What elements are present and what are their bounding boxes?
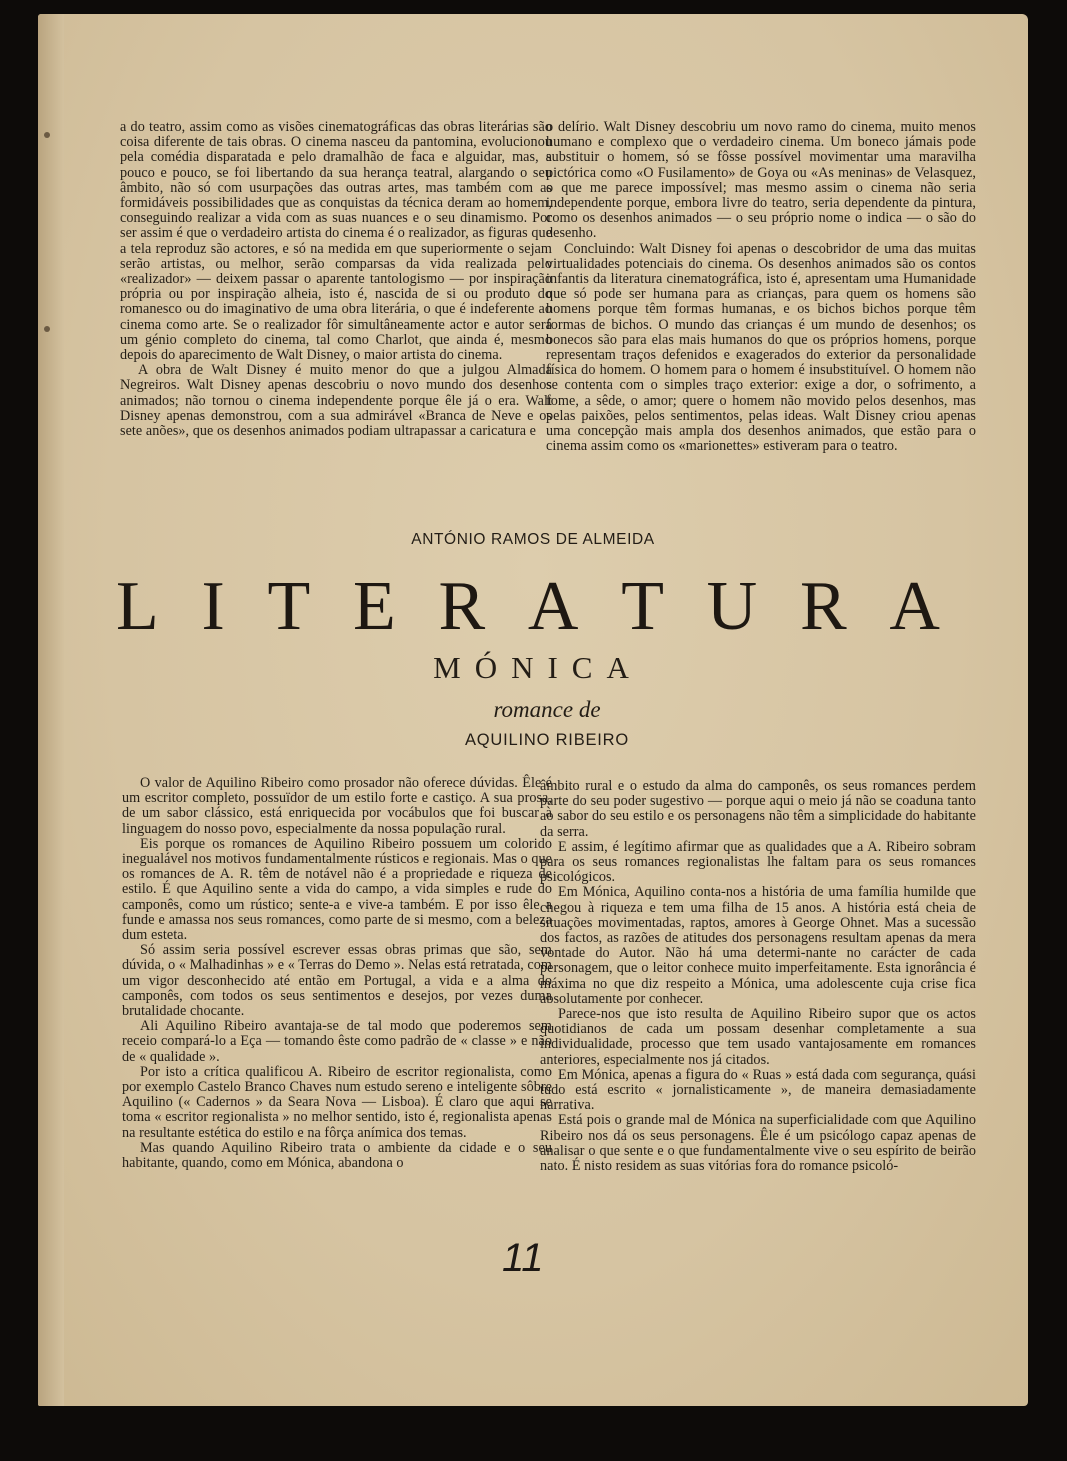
paragraph: o delírio. Walt Disney descobriu um novo ramo do cinema, muito menos humano e complexo que o verdadeiro cinema. Um boneco jámais pode substituir o homem, só se fôsse possível movimentar uma maravilha pictórica como «O Fusilamento» de Goya ou «As meninas» de Velasquez, o que me parece impossível; mas mesmo assim o cinema não seria independente porque, embora livre do teatro, seria dependente da pintura, como os desenhos animados — o seu próprio nome o indica — o são do desenho. <box>546 119 976 242</box>
paragraph: Concluindo: Walt Disney foi apenas o descobridor de uma das muitas virtualidades potenciais do cinema. Os desenhos animados são os contos infantis da literatura cinematográfica, isto é, apresentam uma Humanidade que só pode ser humana para as crianças, para quem os homens são homens porque têm formas humanas, e os bichos bichos porque têm formas de bichos. O mundo das crianças é um mundo de desenhos; os bonecos são para elas mais humanos do que os próprios homens, porque representam traços defenidos e exagerados do exterior da personalidade física do homem. O homem para o homem é insubstituível. O homem não se contenta com o simples traço exterior: exige a dor, o sofrimento, a fome, a sêde, o amor; quere o homem não movido pelos desenhos, mas pelas paixões, pelos sentimentos, pelas ideas. Walt Disney criou apenas uma concepção mais ampla dos desenhos animados, que estão para o cinema assim como os «marionettes» estiveram para o teatro. <box>546 240 976 455</box>
paragraph: A obra de Walt Disney é muito menor do que a julgou Almada Negreiros. Walt Disney apenas descobriu o novo mundo dos desenhos animados; não tornou o cinema independente porque êle já o era. Walt Disney apenas demonstrou, com a sua admirável «Branca de Neve e os sete anões», que os desenhos animados podiam ultrapassar a caricatura e <box>120 362 552 440</box>
paragraph: O valor de Aquilino Ribeiro como prosador não oferece dúvidas. Êle é um escritor completo, possuïdor de um estilo forte e castiço. A sua prosa, de um sabor clássico, está enriquecida por vocábulos que foi buscar à linguagem do nosso povo, especialmente da nossa população rural. <box>122 775 552 837</box>
heading-letter: U <box>706 568 758 645</box>
heading-letter: R <box>799 568 847 645</box>
magazine-page <box>38 14 1028 1406</box>
article-column-right <box>546 120 976 454</box>
paragraph: Só assim seria possível escrever essas obras primas que são, sem dúvida, o « Malhadinhas » e « Terras do Demo ». Nelas está retratada, com um vigor desconhecido até então em Portugal, a vida e a alma do camponês, com todos os seus sentimentos e desejos, por vezes duma brutalidade chocante. <box>122 942 552 1020</box>
paragraph: Eis porque os romances de Aquilino Ribeiro possuem um colorido inegualável nos motivos fundamentalmente rústicos e regionais. Mas o que os romances de A. R. têm de notável não é a propriedade e riqueza de estilo. É que Aquilino sente a vida do campo, a vida simples e rude do camponês, como um rústico; sente-a e vive-a também. E por isso êle a funde e amassa nos seus romances, como parte de si mesmo, com a beleza dum esteta. <box>122 835 552 944</box>
paragraph: Está pois o grande mal de Mónica na superficialidade com que Aquilino Ribeiro nos dá os seus personagens. Êle é um psicólogo capaz apenas de analisar o que sente e o que fundamentalmente vive o seu espírito de beirão nato. É nisto residem as suas vitórias fora do romance psicoló- <box>540 1112 976 1175</box>
book-title: MÓNICA <box>433 650 643 685</box>
book-author: AQUILINO RIBEIRO <box>464 731 630 749</box>
review-column-right <box>540 779 976 1174</box>
paragraph: Em Mónica, apenas a figura do « Ruas » está dada com segurança, quási tudo está escrito « jornalisticamente », de maneira demasiadamente narrativa. <box>540 1066 976 1114</box>
book-subtitle: romance de <box>493 697 601 722</box>
paragraph: Em Mónica, Aquilino conta-nos a história de uma família humilde que chegou à riqueza e tem uma filha de 15 anos. A história está cheia de situações movimentadas, raptos, amores à George Ohnet. Mas a sucessão dos factos, as razões de atitudes dos personagens resultam apenas da mera vontade do Autor. Não há uma determi-nante no carácter de cada personagem, que o leitor conhece muito imperfeitamente. Esta ignorância é máxima no que diz respeito a Mónica, uma adolescente cuja crise fica absolutamente por conhecer. <box>540 884 976 1007</box>
heading-letter: T <box>267 568 311 645</box>
heading-letter: A <box>527 568 579 645</box>
section-heading <box>116 570 940 644</box>
heading-letter: R <box>438 568 486 645</box>
heading-letter: I <box>201 568 225 645</box>
page-number: 11 <box>502 1236 544 1280</box>
paragraph: Ali Aquilino Ribeiro avantaja-se de tal modo que poderemos sem receio compará-lo a Eça — tomando êste como padrão de « classe » e não de « qualidade ». <box>122 1018 552 1065</box>
paragraph: âmbito rural e o estudo da alma do camponês, os seus romances perdem parte do seu poder sugestivo — porque aqui o meio já não se coaduna tanto ao sabor do seu estilo e os personagens não têm a simplicidade do habitante da serra. <box>540 778 976 840</box>
heading-letter: L <box>116 568 159 645</box>
article-column-left <box>120 120 552 439</box>
paragraph: Por isto a crítica qualificou A. Ribeiro de escritor regionalista, como por exemplo Castelo Branco Chaves num estudo sereno e inteligente sôbre Aquilino (« Cadernos » da Seara Nova — Lisboa). É claro que aqui se toma « escritor regionalista » no melhor sentido, isto é, regionalista apenas na resultante estética do estilo e na fôrça anímica dos temas. <box>122 1063 552 1141</box>
heading-letter: A <box>889 568 940 645</box>
binding-mark <box>44 326 50 332</box>
review-column-left <box>122 776 552 1171</box>
heading-letter: T <box>621 568 664 645</box>
heading-letter: E <box>353 568 396 645</box>
paragraph: a do teatro, assim como as visões cinematográficas das obras literárias são coisa diferente de tais obras. O cinema nasceu da pantomina, evolucionou pela comédia disparatada e pelo dramalhão de faca e alguidar, mas, a pouco e pouco, se foi libertando da sua herança teatral, alargando o seu âmbito, não só com usurpações das outras artes, mas também com as formidáveis possibilidades que as conquistas da técnica deram ao homem, conseguindo realizar a vida com as suas nuances e o seu dinamismo. Por ser assim é que o verdadeiro artista do cinema é o realizador, as figuras que a tela reproduz são actores, e só na medida em que superiormente o sejam serão artistas, ou melhor, serão comparsas da vida realizada pelo «realizador» — deixem passar o aparente tantologismo — por inspiração própria ou por inspiração alheia, isto é, nascida de si ou produto do romanesco ou do imaginativo de uma obra literária, o que é indeferente ao cinema como arte. Se o realizador fôr simultâneamente actor e autor será um génio completo do cinema, tal como Charlot, que ainda é, mesmo depois do aparecimento de Walt Disney, o maior artista do cinema. <box>120 119 552 364</box>
article-author: ANTÓNIO RAMOS DE ALMEIDA <box>411 531 655 548</box>
paragraph: Parece-nos que isto resulta de Aquilino Ribeiro supor que os actos quotidianos de cada um possam desenhar completamente a sua individualidade, processo que tem usado vantajosamente em romances anteriores, especialmente nos já citados. <box>540 1006 976 1068</box>
paragraph: Mas quando Aquilino Ribeiro trata o ambiente da cidade e o seu habitante, quando, como em Mónica, abandona o <box>122 1139 552 1172</box>
binding-mark <box>44 132 50 138</box>
paragraph: E assim, é legítimo afirmar que as qualidades que a A. Ribeiro sobram para os seus romances regionalistas lhe faltam para os seus romances psicológicos. <box>540 838 976 886</box>
